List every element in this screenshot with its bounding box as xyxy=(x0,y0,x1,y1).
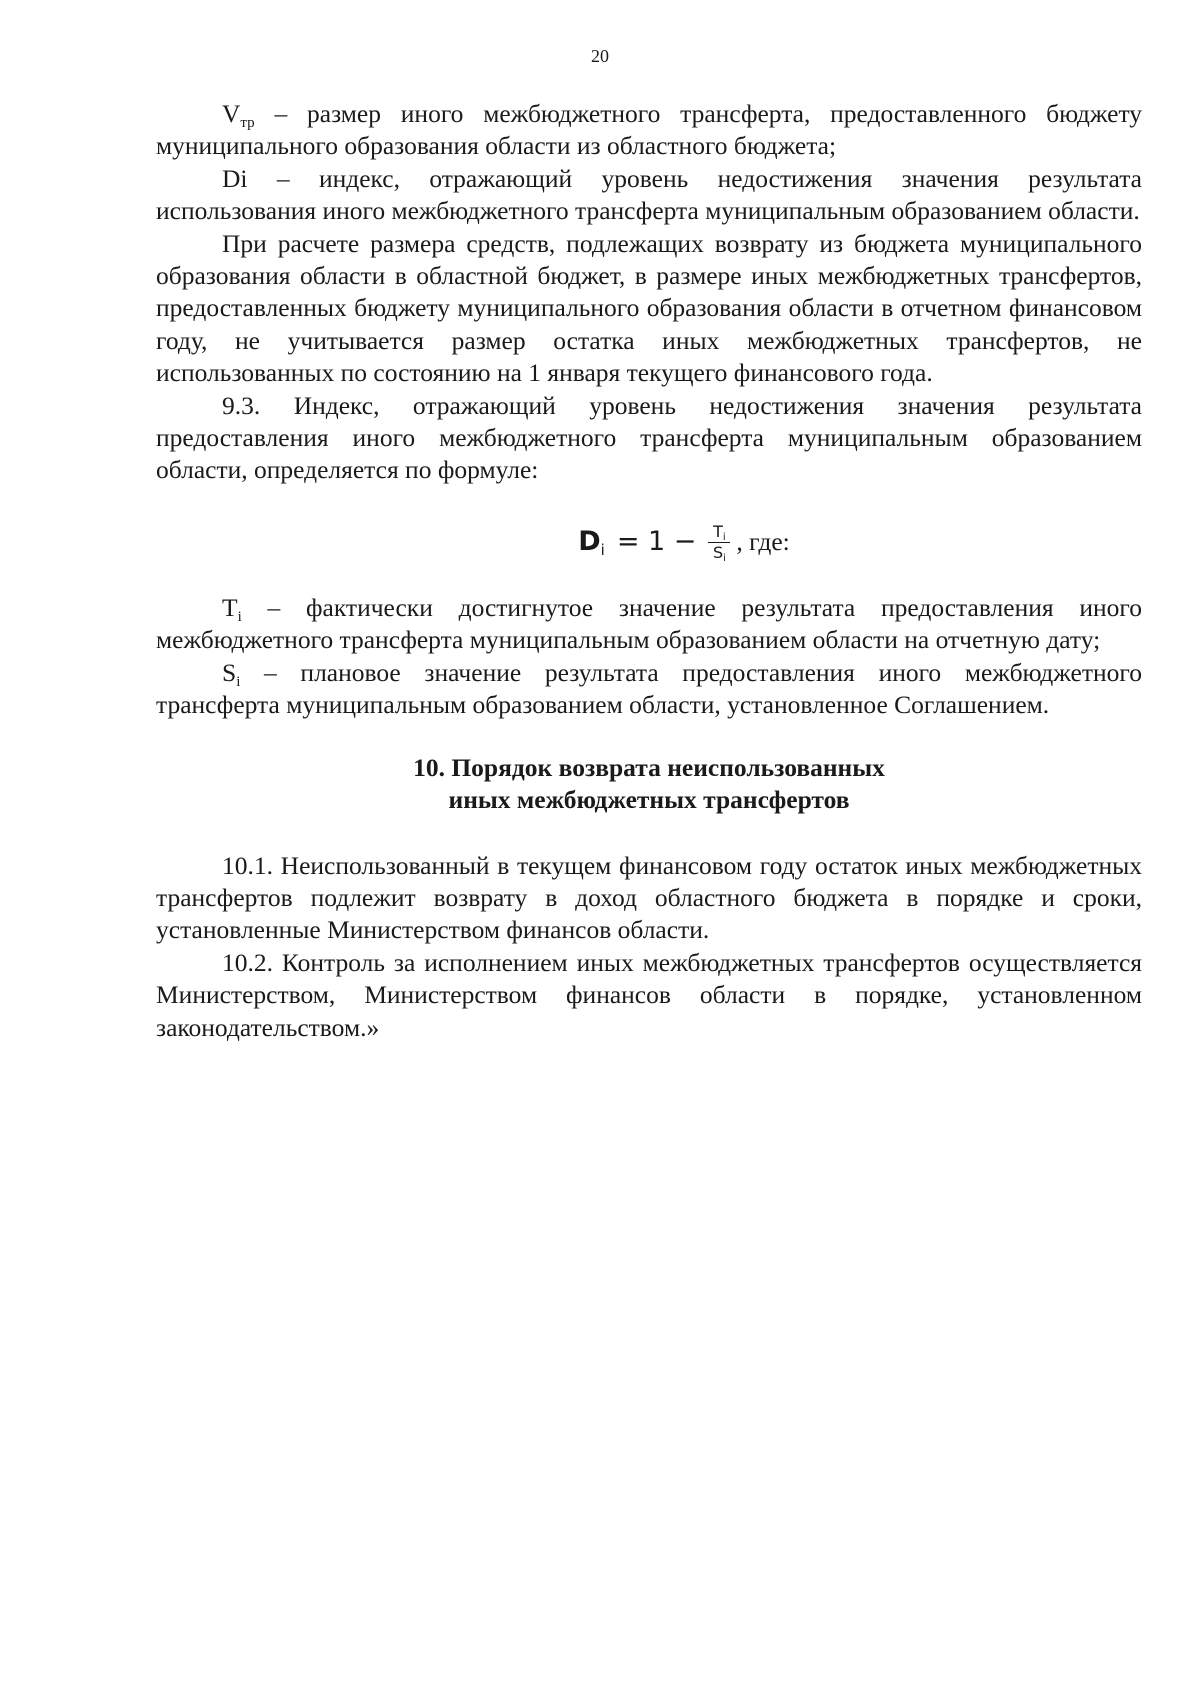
paragraph-10-1: 10.1. Неиспользованный в текущем финансовом году остаток иных межбюджетных трансфертов подлежит возврату в доход областного бюджета в порядке и сроки, установленные Министерством финансов области. xyxy=(156,850,1142,945)
formula xyxy=(156,523,1142,562)
paragraph-calc: При расчете размера средств, подлежащих возврату из бюджета муниципального образования области в областной бюджет, в размере иных межбюджетных трансфертов, предоставленных бюджету муниципального образования области в отчетном финансовом году, не учитывается размер остатка иных межбюджетных трансфертов, не использованных по состоянию на 1 января текущего финансового года. xyxy=(156,228,1142,388)
definition-text: – плановое значение результата предоставления иного межбюджетного трансферта муниципальным образованием области, установленное Соглашением. xyxy=(156,657,1142,720)
fraction-numerator: $T_i$ xyxy=(713,521,726,543)
document-body xyxy=(156,98,1142,1044)
symbol: V xyxy=(222,99,241,128)
symbol: S xyxy=(222,657,237,687)
definition-text: – индекс, отражающий уровень недостижения значения результата использования иного межбюджетного трансферта муниципальным образованием области. xyxy=(156,163,1142,226)
symbol-subscript: i xyxy=(236,673,241,690)
formula-tail: , где: xyxy=(736,527,790,557)
section-heading xyxy=(156,752,1142,816)
paragraph-9-3: 9.3. Индекс, отражающий уровень недостижения значения результата предоставления иного межбюджетного трансферта муниципальным образованием области, определяется по формуле: xyxy=(156,390,1142,485)
definition-text: – размер иного межбюджетного трансферта, предоставленного бюджету муниципального образования области из областного бюджета; xyxy=(156,99,1142,161)
formula-equals: = 1 − xyxy=(616,526,697,558)
definition-si xyxy=(156,657,1142,722)
symbol: Di xyxy=(222,163,248,193)
section-heading-line2: иных межбюджетных трансфертов xyxy=(448,784,850,814)
definition-v-tr xyxy=(156,98,1142,163)
section-heading-line1: 10. Порядок возврата неиспользованных xyxy=(413,752,885,782)
fraction-denominator: $S_i$ xyxy=(712,542,726,564)
definition-di xyxy=(156,163,1142,228)
symbol: T xyxy=(222,592,238,622)
definition-text: – фактически достигнутое значение результата предоставления иного межбюджетного трансферта муниципальным образованием области на отчетную дату; xyxy=(156,592,1142,655)
page-number: 20 xyxy=(591,46,609,66)
paragraph-10-2: 10.2. Контроль за исполнением иных межбюджетных трансфертов осуществляется Министерством, Министерством финансов области в порядке, установленном законодательством.» xyxy=(156,947,1142,1042)
formula-lhs: $D_i$ xyxy=(578,526,605,560)
definition-ti xyxy=(156,592,1142,657)
symbol-subscript: тр xyxy=(240,115,255,131)
symbol-subscript: i xyxy=(237,608,242,625)
formula-fraction xyxy=(708,523,730,562)
